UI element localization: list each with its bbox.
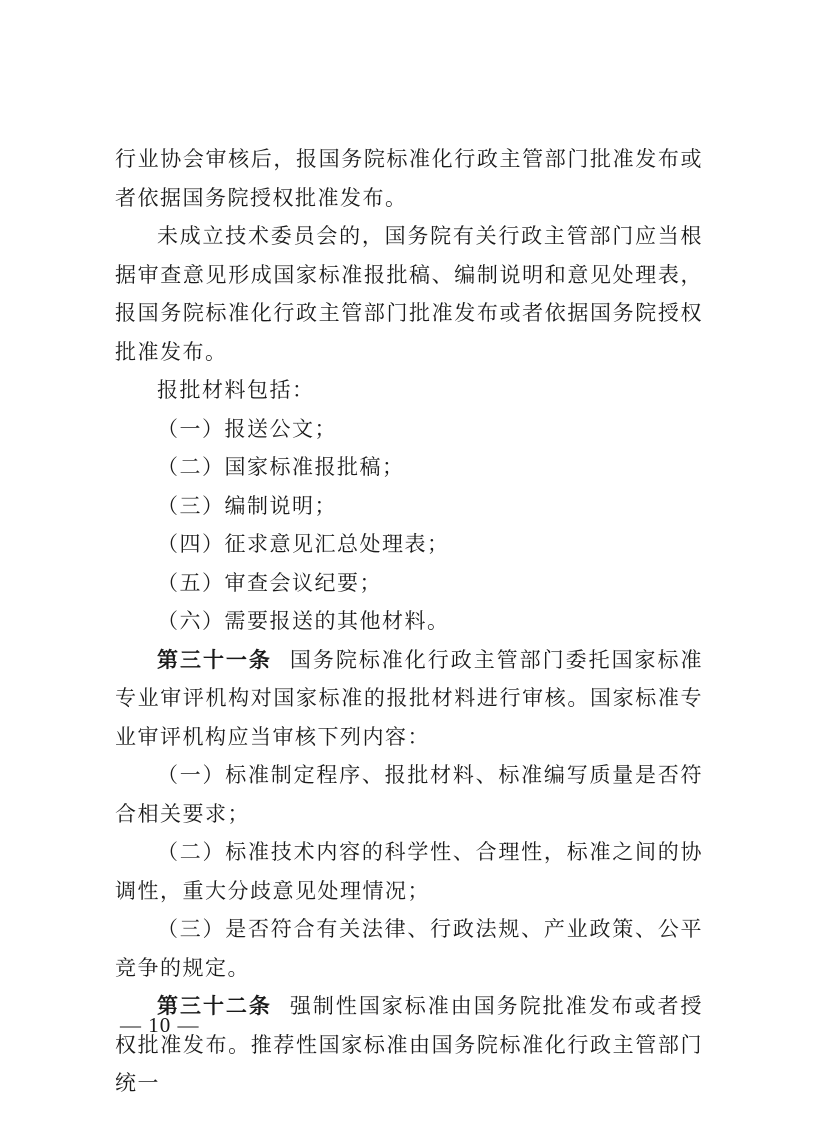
article-text: 强制性国家标准由国务院批准发布或者授权批准发布。推荐性国家标准由国务院标准化行政主管部门统一 — [115, 994, 704, 1095]
paragraph: 行业协会审核后，报国务院标准化行政主管部门批准发布或者依据国务院授权批准发布。 — [115, 147, 703, 210]
paragraph: 报批材料包括： — [157, 378, 315, 402]
page-number: — 10 — — [120, 1013, 200, 1037]
article-paragraph — [115, 641, 703, 757]
list-item: （三）是否符合有关法律、行政法规、产业政策、公平竞争的规定。 — [115, 917, 703, 980]
list-item: （五）审查会议纪要； — [157, 570, 382, 595]
list-item: （三）编制说明； — [157, 493, 337, 518]
list-item: （二）标准技术内容的科学性、合理性，标准之间的协调性，重大分歧意见处理情况； — [115, 840, 703, 903]
list-item: （一）标准制定程序、报批材料、标准编写质量是否符合相关要求； — [115, 763, 703, 826]
body-text — [115, 140, 703, 1103]
list-item: （四）征求意见汇总处理表； — [157, 532, 450, 556]
article-number: 第三十二条 — [157, 993, 272, 1018]
article-text: 国务院标准化行政主管部门委托国家标准专业审评机构对国家标准的报批材料进行审核。国家标准专业审评机构应当审核下列内容： — [115, 647, 704, 749]
article-paragraph — [115, 987, 703, 1103]
list-item: （二）国家标准报批稿； — [157, 455, 405, 479]
paragraph: 未成立技术委员会的，国务院有关行政主管部门应当根据审查意见形成国家标准报批稿、编制说明和意见处理表，报国务院标准化行政主管部门批准发布或者依据国务院授权批准发布。 — [115, 224, 703, 364]
list-item: （一）报送公文； — [157, 416, 337, 441]
list-item: （六）需要报送的其他材料。 — [157, 609, 450, 633]
article-number: 第三十一条 — [157, 646, 272, 672]
